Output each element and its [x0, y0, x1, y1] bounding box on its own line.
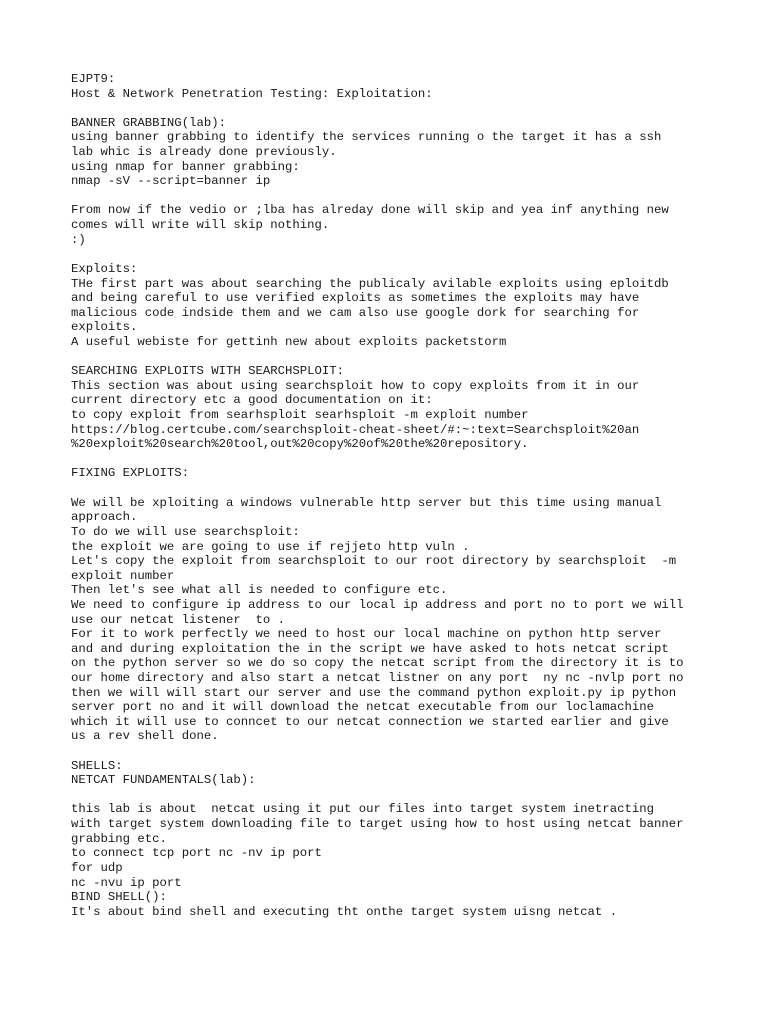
text-line: This section was about using searchsploit how to copy exploits from it in our: [71, 378, 640, 393]
text-line: [71, 101, 731, 116]
text-line: exploits.: [71, 320, 138, 335]
text-line: Host & Network Penetration Testing: Exploitation:: [71, 86, 433, 101]
text-line: [71, 189, 731, 204]
text-line: our home directory and also start a netcat listner on any port ny nc -nvlp port no: [71, 670, 684, 685]
text-line: using banner grabbing to identify the services running o the target it has a ssh: [71, 130, 662, 145]
text-line: us a rev shell done.: [71, 729, 219, 744]
text-line: to copy exploit from searhsploit searhsploit -m exploit number: [71, 408, 529, 423]
text-line: [71, 452, 731, 467]
text-line: nmap -sV --script=banner ip: [71, 174, 271, 189]
text-line: with target system downloading file to target using how to host using netcat banner: [71, 817, 684, 832]
text-line: this lab is about netcat using it put our files into target system inetracting: [71, 802, 654, 817]
text-line: NETCAT FUNDAMENTALS(lab):: [71, 773, 256, 788]
text-line: Exploits:: [71, 261, 138, 276]
text-line: [71, 744, 731, 759]
text-line: [71, 247, 731, 262]
text-line: use our netcat listener to .: [71, 612, 286, 627]
text-line: EJPT9:: [71, 72, 116, 86]
text-line: A useful webiste for gettinh new about exploits packetstorm: [71, 334, 507, 349]
text-line: THe first part was about searching the publicaly avilable exploits using eploitdb: [71, 276, 669, 291]
text-line: Let's copy the exploit from searchsploit to our root directory by searchsploit -m: [71, 554, 677, 569]
text-line: approach.: [71, 510, 138, 525]
text-line: %20exploit%20search%20tool,out%20copy%20of%20the%20repository.: [71, 437, 529, 452]
text-line: We will be xploiting a windows vulnerable http server but this time using manual: [71, 495, 662, 510]
text-line: server port no and it will download the netcat executable from our loclamachine: [71, 700, 654, 715]
text-line: To do we will use searchsploit:: [71, 524, 300, 539]
text-line: the exploit we are going to use if rejjeto http vuln .: [71, 539, 470, 554]
text-line: and being careful to use verified exploits as sometimes the exploits may have: [71, 291, 640, 306]
text-line: comes will write will skip nothing.: [71, 218, 330, 233]
text-line: using nmap for banner grabbing:: [71, 159, 300, 174]
text-line: SEARCHING EXPLOITS WITH SEARCHSPLOIT:: [71, 364, 345, 379]
text-line: lab whic is already done previously.: [71, 145, 337, 160]
text-line: [71, 481, 731, 496]
text-line: which it will use to conncet to our netcat connection we started earlier and give: [71, 714, 669, 729]
text-line: on the python server so we do so copy the netcat script from the directory it is to: [71, 656, 684, 671]
text-line: to connect tcp port nc -nv ip port: [71, 846, 322, 861]
text-line: nc -nvu ip port: [71, 875, 182, 890]
text-line: BANNER GRABBING(lab):: [71, 115, 226, 130]
text-line: exploit number: [71, 568, 175, 583]
text-line: current directory etc a good documentation on it:: [71, 393, 433, 408]
text-line: for udp: [71, 860, 123, 875]
text-line: Then let's see what all is needed to configure etc.: [71, 583, 448, 598]
document-text: [71, 72, 731, 919]
text-line: It's about bind shell and executing tht onthe target system uisng netcat .: [71, 904, 618, 919]
text-line: We need to configure ip address to our local ip address and port no to port we will: [71, 597, 684, 612]
text-line: grabbing etc.: [71, 831, 167, 846]
text-line: [71, 788, 731, 803]
text-line: For it to work perfectly we need to host our local machine on python http server: [71, 627, 662, 642]
text-line: FIXING EXPLOITS:: [71, 466, 190, 481]
text-line: then we will will start our server and use the command python exploit.py ip python: [71, 685, 677, 700]
text-line: SHELLS:: [71, 758, 123, 773]
text-line: https://blog.certcube.com/searchsploit-cheat-sheet/#:~:text=Searchsploit%20an: [71, 422, 640, 437]
text-line: :): [71, 232, 86, 247]
text-line: malicious code indside them and we cam also use google dork for searching for: [71, 305, 640, 320]
text-line: From now if the vedio or ;lba has alreday done will skip and yea inf anything new: [71, 203, 669, 218]
text-line: and and during exploitation the in the script we have asked to hots netcat script: [71, 641, 669, 656]
text-line: BIND SHELL():: [71, 890, 167, 905]
text-line: [71, 350, 731, 365]
